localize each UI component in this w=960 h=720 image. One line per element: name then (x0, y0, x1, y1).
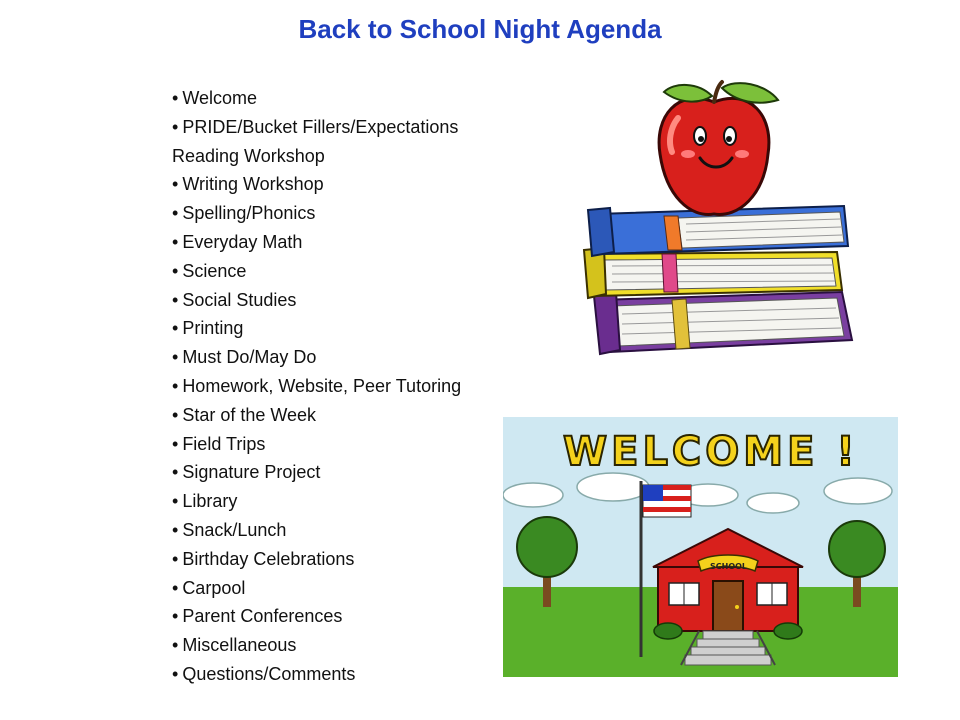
agenda-item-label: Parent Conferences (182, 606, 343, 627)
bullet-icon: • (172, 375, 179, 396)
agenda-item (172, 631, 461, 660)
bullet-icon: • (172, 289, 179, 310)
agenda-item (172, 257, 461, 286)
page-title: Back to School Night Agenda (298, 14, 662, 44)
agenda-item (172, 401, 461, 430)
bullet-icon: • (172, 318, 179, 339)
flag (643, 485, 691, 517)
agenda-item (172, 84, 461, 113)
agenda-item (172, 286, 461, 315)
agenda-item-label: Carpool (182, 577, 246, 598)
agenda-item-label: Homework, Website, Peer Tutoring (182, 375, 462, 396)
agenda-item-label: Questions/Comments (182, 663, 356, 684)
bullet-icon: • (172, 404, 179, 425)
bullet-icon: • (172, 347, 179, 368)
bullet-icon: • (172, 577, 179, 598)
agenda-list (172, 84, 461, 689)
bullet-icon: • (172, 462, 179, 483)
agenda-item (172, 458, 461, 487)
agenda-item-label: Writing Workshop (182, 174, 324, 195)
agenda-item (172, 660, 461, 689)
agenda-item (172, 199, 461, 228)
purple-book (594, 292, 852, 354)
bullet-icon: • (172, 548, 179, 569)
agenda-item-label: Star of the Week (182, 404, 317, 425)
bullet-icon: • (172, 174, 179, 195)
agenda-item-label: Birthday Celebrations (182, 548, 355, 569)
agenda-item-label: PRIDE/Bucket Fillers/Expectations (182, 116, 459, 137)
agenda-item-label: Signature Project (182, 462, 321, 483)
welcome-banner-text: WELCOME ! (563, 429, 859, 475)
school-sign-text: SCHOOL (710, 562, 748, 571)
apple-on-books-icon (582, 78, 860, 360)
agenda-item (172, 516, 461, 545)
yellow-book (584, 248, 842, 298)
agenda-item (172, 602, 461, 631)
agenda-item (172, 113, 461, 142)
agenda-item-label: Social Studies (182, 289, 297, 310)
agenda-item-label: Printing (182, 318, 244, 339)
agenda-item-label: Miscellaneous (182, 635, 297, 656)
bullet-icon: • (172, 635, 179, 656)
agenda-item (172, 142, 461, 171)
agenda-item (172, 343, 461, 372)
agenda-item-label: Must Do/May Do (182, 347, 317, 368)
agenda-item-label: Science (182, 260, 247, 281)
agenda-item-label: Spelling/Phonics (182, 203, 316, 224)
bullet-icon: • (172, 663, 179, 684)
apple (659, 82, 778, 214)
agenda-item-label: Reading Workshop (172, 145, 325, 166)
agenda-item-label: Snack/Lunch (182, 519, 287, 540)
agenda-item-label: Field Trips (182, 433, 266, 454)
agenda-item (172, 228, 461, 257)
agenda-item (172, 430, 461, 459)
agenda-item-label: Everyday Math (182, 231, 303, 252)
agenda-item (172, 170, 461, 199)
bullet-icon: • (172, 88, 179, 108)
bullet-icon: • (172, 203, 179, 224)
school-welcome-icon (503, 417, 898, 677)
bullet-icon: • (172, 231, 179, 252)
agenda-item-label: Library (182, 491, 238, 512)
bullet-icon: • (172, 433, 179, 454)
agenda-item-label: Welcome (182, 88, 258, 108)
agenda-item (172, 545, 461, 574)
bullet-icon: • (172, 491, 179, 512)
agenda-item (172, 487, 461, 516)
bullet-icon: • (172, 519, 179, 540)
bullet-icon: • (172, 260, 179, 281)
agenda-item (172, 574, 461, 603)
agenda-item (172, 372, 461, 401)
bullet-icon: • (172, 606, 179, 627)
bullet-icon: • (172, 116, 179, 137)
agenda-item (172, 314, 461, 343)
